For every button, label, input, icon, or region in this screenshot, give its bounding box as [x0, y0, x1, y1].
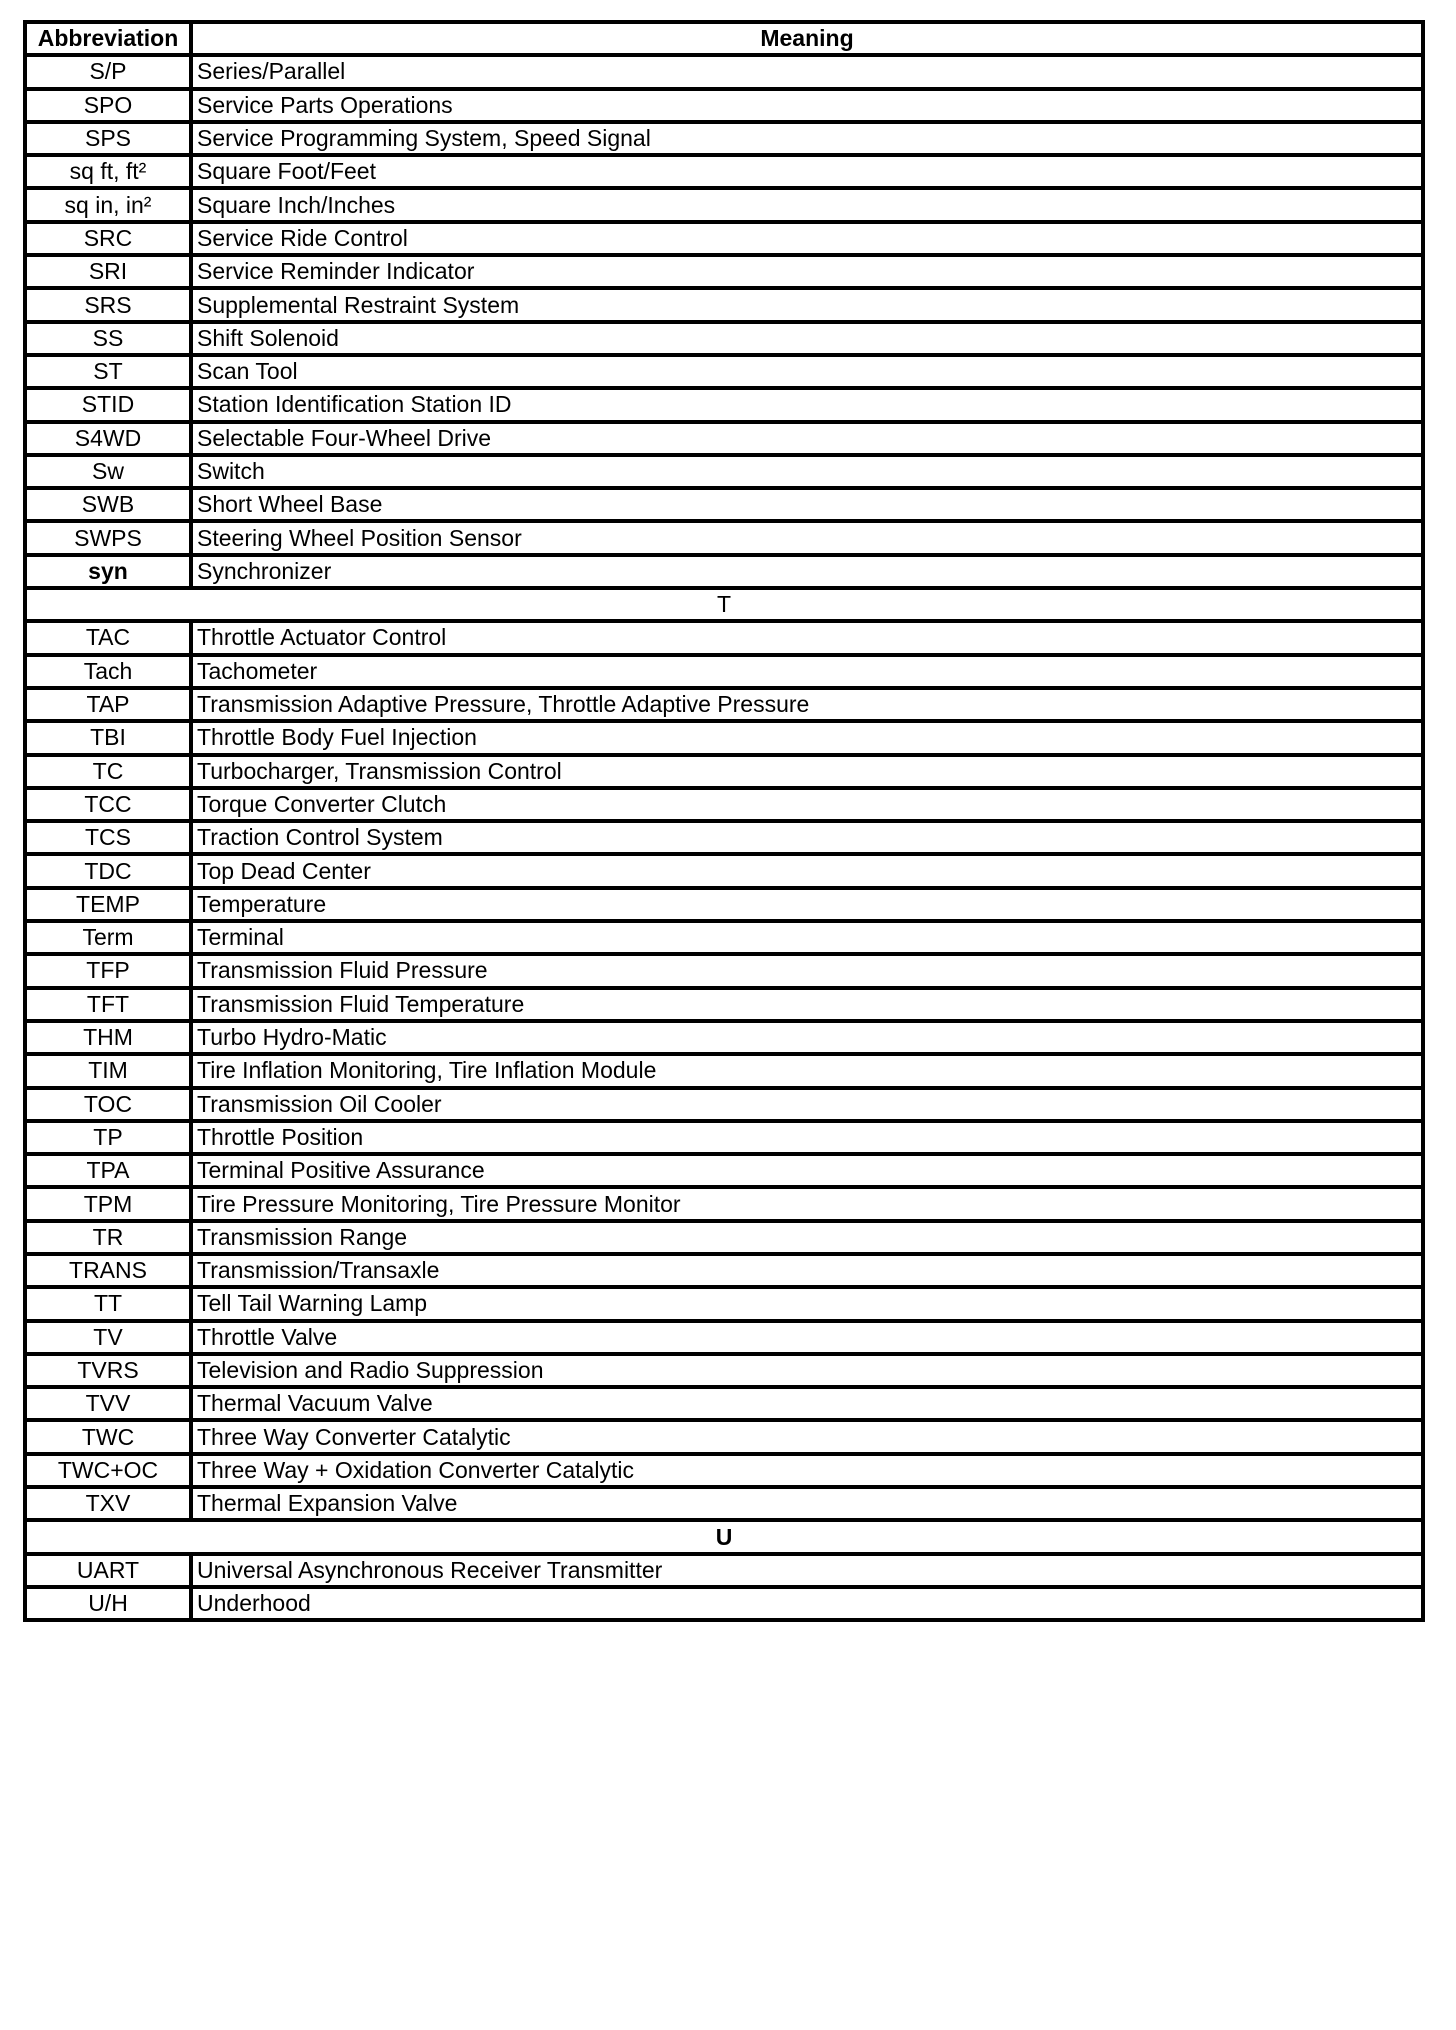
meaning-cell: Thermal Expansion Valve	[191, 1487, 1423, 1520]
abbreviation-cell: Tach	[25, 655, 191, 688]
table-row	[25, 488, 1423, 521]
abbreviation-cell: TDC	[25, 854, 191, 887]
meaning-cell: Service Ride Control	[191, 222, 1423, 255]
table-row	[25, 988, 1423, 1021]
section-header-row	[25, 1520, 1423, 1553]
abbreviation-cell: sq ft, ft²	[25, 155, 191, 188]
document-page	[23, 20, 1421, 1622]
abbreviation-cell: STID	[25, 388, 191, 421]
meaning-cell: Three Way Converter Catalytic	[191, 1420, 1423, 1453]
abbreviation-cell: TFT	[25, 988, 191, 1021]
table-row	[25, 1487, 1423, 1520]
table-row	[25, 122, 1423, 155]
table-row	[25, 521, 1423, 554]
table-row	[25, 222, 1423, 255]
meaning-cell: Transmission/Transaxle	[191, 1254, 1423, 1287]
abbreviation-cell: TCS	[25, 821, 191, 854]
abbreviation-cell: SRI	[25, 255, 191, 288]
table-body	[25, 55, 1423, 1620]
meaning-cell: Short Wheel Base	[191, 488, 1423, 521]
meaning-cell: Station Identification Station ID	[191, 388, 1423, 421]
table-row	[25, 1354, 1423, 1387]
abbreviation-cell: Sw	[25, 455, 191, 488]
abbreviation-cell: SRC	[25, 222, 191, 255]
abbreviation-cell: TWC+OC	[25, 1454, 191, 1487]
table-row	[25, 788, 1423, 821]
meaning-cell: Underhood	[191, 1587, 1423, 1620]
meaning-cell: Throttle Valve	[191, 1321, 1423, 1354]
meaning-cell: Steering Wheel Position Sensor	[191, 521, 1423, 554]
meaning-cell: Service Parts Operations	[191, 89, 1423, 122]
section-letter: U	[25, 1520, 1423, 1553]
table-row	[25, 1021, 1423, 1054]
meaning-cell: Service Reminder Indicator	[191, 255, 1423, 288]
table-row	[25, 921, 1423, 954]
meaning-cell: Tire Pressure Monitoring, Tire Pressure Monitor	[191, 1187, 1423, 1220]
meaning-cell: Three Way + Oxidation Converter Catalytic	[191, 1454, 1423, 1487]
table-row	[25, 322, 1423, 355]
abbreviation-cell: TVRS	[25, 1354, 191, 1387]
meaning-cell: Tachometer	[191, 655, 1423, 688]
meaning-cell: Transmission Adaptive Pressure, Throttle Adaptive Pressure	[191, 688, 1423, 721]
abbreviation-cell: TVV	[25, 1387, 191, 1420]
table-row	[25, 1321, 1423, 1354]
meaning-cell: Series/Parallel	[191, 55, 1423, 88]
table-header-row	[25, 22, 1423, 55]
table-row	[25, 1054, 1423, 1087]
meaning-cell: Tell Tail Warning Lamp	[191, 1287, 1423, 1320]
abbreviation-cell: TXV	[25, 1487, 191, 1520]
table-row	[25, 1088, 1423, 1121]
table-row	[25, 55, 1423, 88]
meaning-cell: Shift Solenoid	[191, 322, 1423, 355]
meaning-cell: Traction Control System	[191, 821, 1423, 854]
table-row	[25, 355, 1423, 388]
meaning-cell: Transmission Oil Cooler	[191, 1088, 1423, 1121]
meaning-cell: Square Foot/Feet	[191, 155, 1423, 188]
meaning-cell: Throttle Actuator Control	[191, 621, 1423, 654]
table-row	[25, 721, 1423, 754]
abbreviation-cell: TOC	[25, 1088, 191, 1121]
abbreviation-cell: S/P	[25, 55, 191, 88]
abbreviation-cell: TCC	[25, 788, 191, 821]
table-row	[25, 422, 1423, 455]
abbreviation-cell: ST	[25, 355, 191, 388]
meaning-cell: Service Programming System, Speed Signal	[191, 122, 1423, 155]
table-row	[25, 1287, 1423, 1320]
table-row	[25, 1187, 1423, 1220]
table-row	[25, 455, 1423, 488]
table-row	[25, 888, 1423, 921]
table-row	[25, 1554, 1423, 1587]
table-row	[25, 621, 1423, 654]
abbreviation-cell: S4WD	[25, 422, 191, 455]
abbreviation-table	[23, 20, 1425, 1622]
table-row	[25, 1454, 1423, 1487]
abbreviation-cell: UART	[25, 1554, 191, 1587]
abbreviation-cell: TBI	[25, 721, 191, 754]
meaning-cell: Television and Radio Suppression	[191, 1354, 1423, 1387]
abbreviation-cell: SPO	[25, 89, 191, 122]
abbreviation-cell: SWPS	[25, 521, 191, 554]
meaning-cell: Synchronizer	[191, 555, 1423, 588]
meaning-cell: Turbocharger, Transmission Control	[191, 755, 1423, 788]
table-row	[25, 1420, 1423, 1453]
abbreviation-cell: TRANS	[25, 1254, 191, 1287]
table-row	[25, 1387, 1423, 1420]
table-row	[25, 688, 1423, 721]
abbreviation-cell: TWC	[25, 1420, 191, 1453]
abbreviation-cell: TIM	[25, 1054, 191, 1087]
meaning-cell: Turbo Hydro-Matic	[191, 1021, 1423, 1054]
meaning-cell: Throttle Body Fuel Injection	[191, 721, 1423, 754]
abbreviation-cell: TR	[25, 1221, 191, 1254]
meaning-cell: Square Inch/Inches	[191, 188, 1423, 221]
meaning-cell: Throttle Position	[191, 1121, 1423, 1154]
abbreviation-cell: U/H	[25, 1587, 191, 1620]
abbreviation-cell: TEMP	[25, 888, 191, 921]
table-row	[25, 1587, 1423, 1620]
table-row	[25, 555, 1423, 588]
table-row	[25, 89, 1423, 122]
abbreviation-cell: TPA	[25, 1154, 191, 1187]
abbreviation-cell: syn	[25, 555, 191, 588]
abbreviation-cell: SPS	[25, 122, 191, 155]
abbreviation-column-header: Abbreviation	[25, 22, 191, 55]
abbreviation-cell: TAC	[25, 621, 191, 654]
abbreviation-cell: SWB	[25, 488, 191, 521]
table-row	[25, 854, 1423, 887]
table-row	[25, 288, 1423, 321]
meaning-cell: Scan Tool	[191, 355, 1423, 388]
table-row	[25, 255, 1423, 288]
meaning-cell: Switch	[191, 455, 1423, 488]
abbreviation-cell: Term	[25, 921, 191, 954]
table-row	[25, 188, 1423, 221]
table-row	[25, 655, 1423, 688]
abbreviation-cell: TAP	[25, 688, 191, 721]
meaning-cell: Tire Inflation Monitoring, Tire Inflation Module	[191, 1054, 1423, 1087]
section-letter: T	[25, 588, 1423, 621]
meaning-cell: Supplemental Restraint System	[191, 288, 1423, 321]
abbreviation-cell: TP	[25, 1121, 191, 1154]
abbreviation-cell: TPM	[25, 1187, 191, 1220]
meaning-cell: Thermal Vacuum Valve	[191, 1387, 1423, 1420]
table-row	[25, 155, 1423, 188]
meaning-cell: Top Dead Center	[191, 854, 1423, 887]
abbreviation-cell: TT	[25, 1287, 191, 1320]
table-row	[25, 755, 1423, 788]
section-header-row	[25, 588, 1423, 621]
abbreviation-cell: TV	[25, 1321, 191, 1354]
table-row	[25, 1254, 1423, 1287]
meaning-column-header: Meaning	[191, 22, 1423, 55]
table-row	[25, 1221, 1423, 1254]
meaning-cell: Transmission Range	[191, 1221, 1423, 1254]
abbreviation-cell: THM	[25, 1021, 191, 1054]
table-row	[25, 821, 1423, 854]
meaning-cell: Selectable Four-Wheel Drive	[191, 422, 1423, 455]
meaning-cell: Torque Converter Clutch	[191, 788, 1423, 821]
meaning-cell: Terminal Positive Assurance	[191, 1154, 1423, 1187]
abbreviation-cell: TFP	[25, 954, 191, 987]
abbreviation-cell: SS	[25, 322, 191, 355]
abbreviation-cell: sq in, in²	[25, 188, 191, 221]
abbreviation-cell: TC	[25, 755, 191, 788]
abbreviation-cell: SRS	[25, 288, 191, 321]
meaning-cell: Transmission Fluid Temperature	[191, 988, 1423, 1021]
meaning-cell: Temperature	[191, 888, 1423, 921]
table-row	[25, 1121, 1423, 1154]
meaning-cell: Universal Asynchronous Receiver Transmitter	[191, 1554, 1423, 1587]
meaning-cell: Terminal	[191, 921, 1423, 954]
meaning-cell: Transmission Fluid Pressure	[191, 954, 1423, 987]
table-row	[25, 1154, 1423, 1187]
table-row	[25, 954, 1423, 987]
table-row	[25, 388, 1423, 421]
